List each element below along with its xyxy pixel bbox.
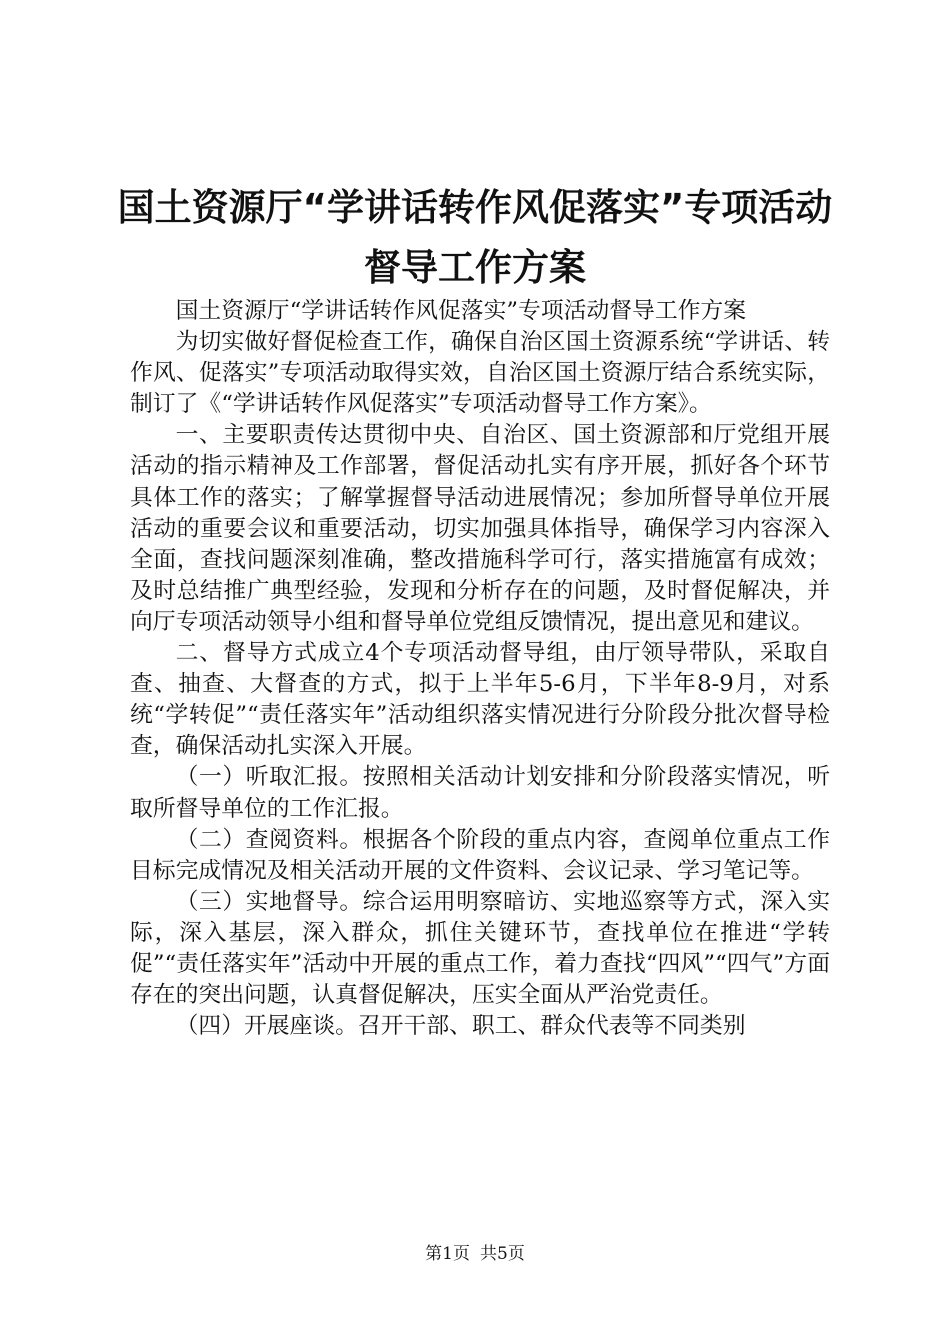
paragraph-supervision-method: 二、督导方式成立4个专项活动督导组，由厅领导带队，采取自查、抽查、大督查的方式，拟于上半年5-6月，下半年8-9月，对系统“学转促”“责任落实年”活动组织落实情况进行分阶段分批次督导检查，确保活动扎实深入开展。 (130, 640, 830, 760)
paragraph-review-materials: （二）查阅资料。根据各个阶段的重点内容，查阅单位重点工作目标完成情况及相关活动开展的文件资料、会议记录、学习笔记等。 (130, 826, 830, 884)
paragraph-listen-reports: （一）听取汇报。按照相关活动计划安排和分阶段落实情况，听取所督导单位的工作汇报。 (130, 764, 830, 822)
document-title-line-1: 国土资源厅“学讲话转作风促落实”专项活动 (117, 186, 833, 229)
page-footer (0, 1244, 950, 1264)
document-body (130, 296, 830, 1042)
paragraph-hold-symposium: （四）开展座谈。召开干部、职工、群众代表等不同类别 (175, 1013, 746, 1040)
paragraph-main-duties: 一、主要职责传达贯彻中央、自治区、国土资源部和厅党组开展活动的指示精神及工作部署，督促活动扎实有序开展，抓好各个环节具体工作的落实；了解掌握督导活动进展情况；参加所督导单位开展活动的重要会议和重要活动，切实加强具体指导，确保学习内容深入全面，查找问题深刻准确，整改措施科学可行，落实措施富有成效；及时总结推广典型经验，发现和分析存在的问题，及时督促解决，并向厅专项活动领导小组和督导单位党组反馈情况，提出意见和建议。 (130, 422, 830, 635)
paragraph-repeat-title: 国土资源厅“学讲话转作风促落实”专项活动督导工作方案 (175, 298, 747, 324)
page-total: 共5页 (480, 1244, 525, 1264)
paragraph-field-supervision: （三）实地督导。综合运用明察暗访、实地巡察等方式，深入实际，深入基层，深入群众，抓住关键环节，查找单位在推进“学转促”“责任落实年”活动中开展的重点工作，着力查找“四风”“四气”方面存在的突出问题，认真督促解决，压实全面从严治党责任。 (130, 888, 830, 1009)
page-number: 第1页 (425, 1244, 470, 1264)
paragraph-intro: 为切实做好督促检查工作，确保自治区国土资源系统“学讲话、转作风、促落实”专项活动取得实效，自治区国土资源厅结合系统实际，制订了《“学讲话转作风促落实”专项活动督导工作方案》。 (130, 329, 830, 418)
document-title-line-2: 督导工作方案 (364, 246, 586, 289)
